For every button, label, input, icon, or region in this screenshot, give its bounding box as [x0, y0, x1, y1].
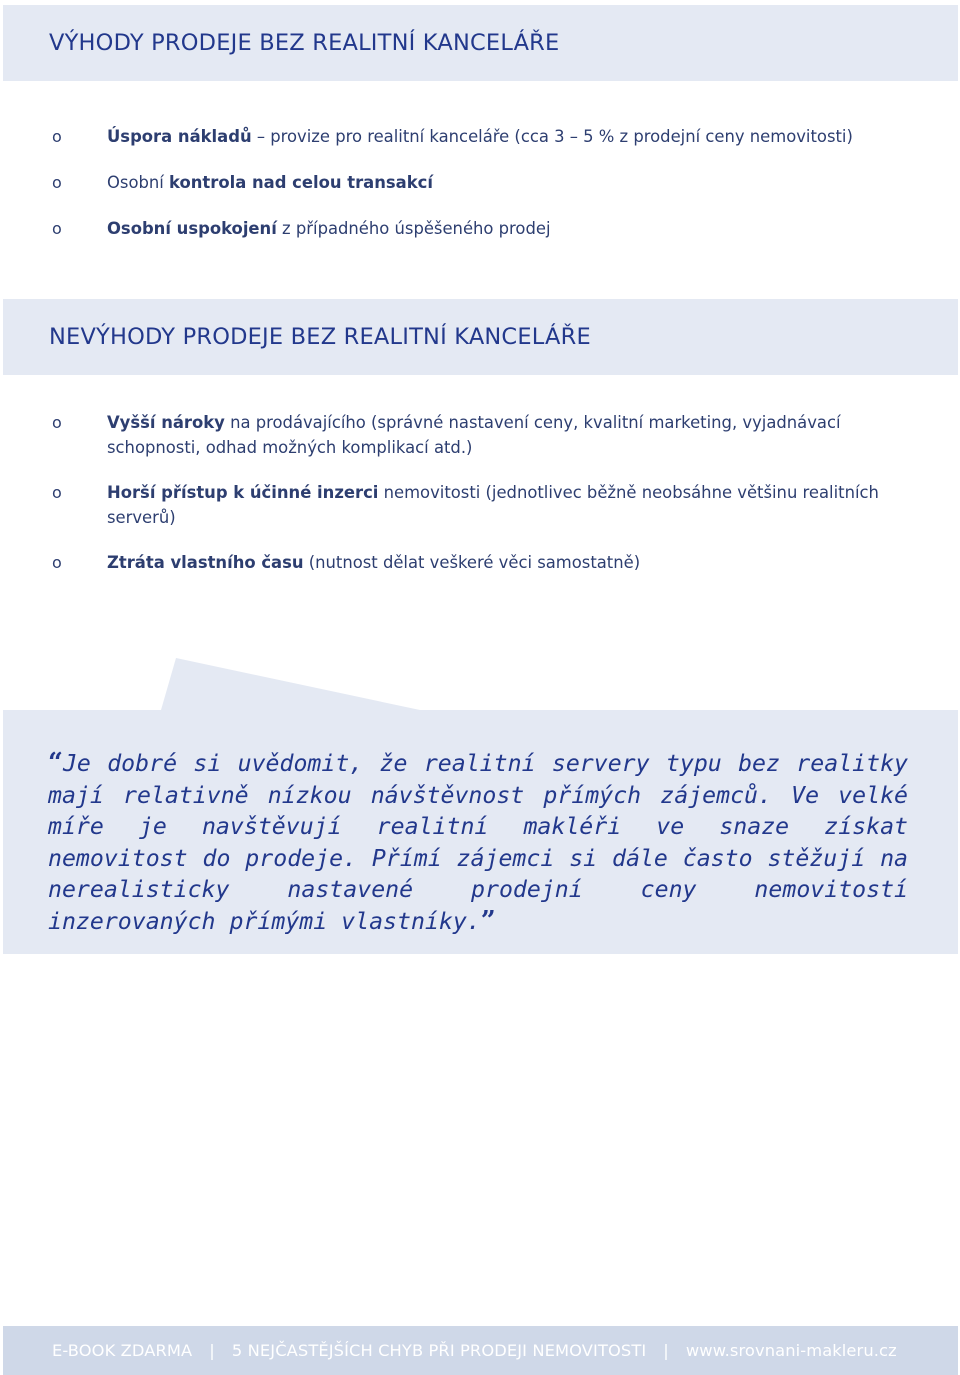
item-text: na prodávajícího (správné nastavení ceny, kvalitní marketing, vyjadnávací schopnosti, odhad možných komplikací atd.): [107, 413, 841, 457]
item-lead-text: Osobní: [107, 173, 170, 192]
bullet-icon: o: [52, 483, 62, 502]
open-quote-icon: “: [48, 748, 63, 778]
item-text: – provize pro realitní kanceláře (cca 3 – 5 % z prodejní ceny nemovitosti): [251, 127, 853, 146]
bullet-icon: o: [52, 219, 62, 238]
bullet-icon: o: [52, 127, 62, 146]
advantages-heading: VÝHODY PRODEJE BEZ REALITNÍ KANCELÁŘE: [49, 30, 560, 56]
item-text: z případného úspěšeného prodej: [276, 219, 551, 238]
footer-title: 5 NEJČASTĚJŠÍCH CHYB PŘI PRODEJI NEMOVITOSTI: [231, 1341, 647, 1360]
disadvantages-heading: NEVÝHODY PRODEJE BEZ REALITNÍ KANCELÁŘE: [49, 324, 591, 350]
list-item: [0, 550, 960, 575]
item-text: (nutnost dělat veškeré věci samostatně): [303, 553, 641, 572]
quote-text: Je dobré si uvědomit, že realitní servery typu bez realitky mají relativně nízkou návštěvnost přímých zájemců. Ve velké míře je navštěvují realitní makléři ve snaze získat nemovitost do prodeje. Přímí zájemci si dále často stěžují na nerealisticky nastavené prodejní ceny nemovitostí inzerovaných přímými vlastníky.: [48, 750, 908, 935]
close-quote-icon: ”: [480, 905, 496, 936]
bullet-icon: o: [52, 413, 62, 432]
footer-separator: |: [663, 1341, 669, 1360]
bullet-icon: o: [52, 553, 62, 572]
item-bold-text: Osobní uspokojení: [107, 219, 277, 238]
item-bold-text: Úspora nákladů: [107, 127, 252, 146]
advantages-list: [0, 124, 960, 262]
item-bold-text: Vyšší nároky: [107, 413, 225, 432]
item-bold-text: Horší přístup k účinné inzerci: [107, 483, 379, 502]
item-bold-text: kontrola nad celou transakcí: [169, 173, 433, 192]
list-item: [0, 170, 960, 195]
list-item: [0, 124, 960, 149]
item-text: nemovitosti (jednotlivec běžně neobsáhne většinu realitních serverů): [107, 483, 879, 527]
disadvantages-heading-band: [3, 299, 958, 375]
list-item: [0, 216, 960, 241]
footer-website-link[interactable]: www.srovnani-makleru.cz: [685, 1341, 897, 1360]
footer-separator: |: [209, 1341, 215, 1360]
bullet-icon: o: [52, 173, 62, 192]
advantages-heading-band: [3, 5, 958, 81]
footer-ebook-label: E-BOOK ZDARMA: [52, 1341, 193, 1360]
item-bold-text: Ztráta vlastního času: [107, 553, 304, 572]
footer-bar: [3, 1326, 958, 1375]
disadvantages-list: [0, 410, 960, 595]
quote-text-block: [48, 748, 908, 937]
list-item: [0, 410, 960, 460]
list-item: [0, 480, 960, 530]
quote-tab-shape: [0, 655, 960, 715]
